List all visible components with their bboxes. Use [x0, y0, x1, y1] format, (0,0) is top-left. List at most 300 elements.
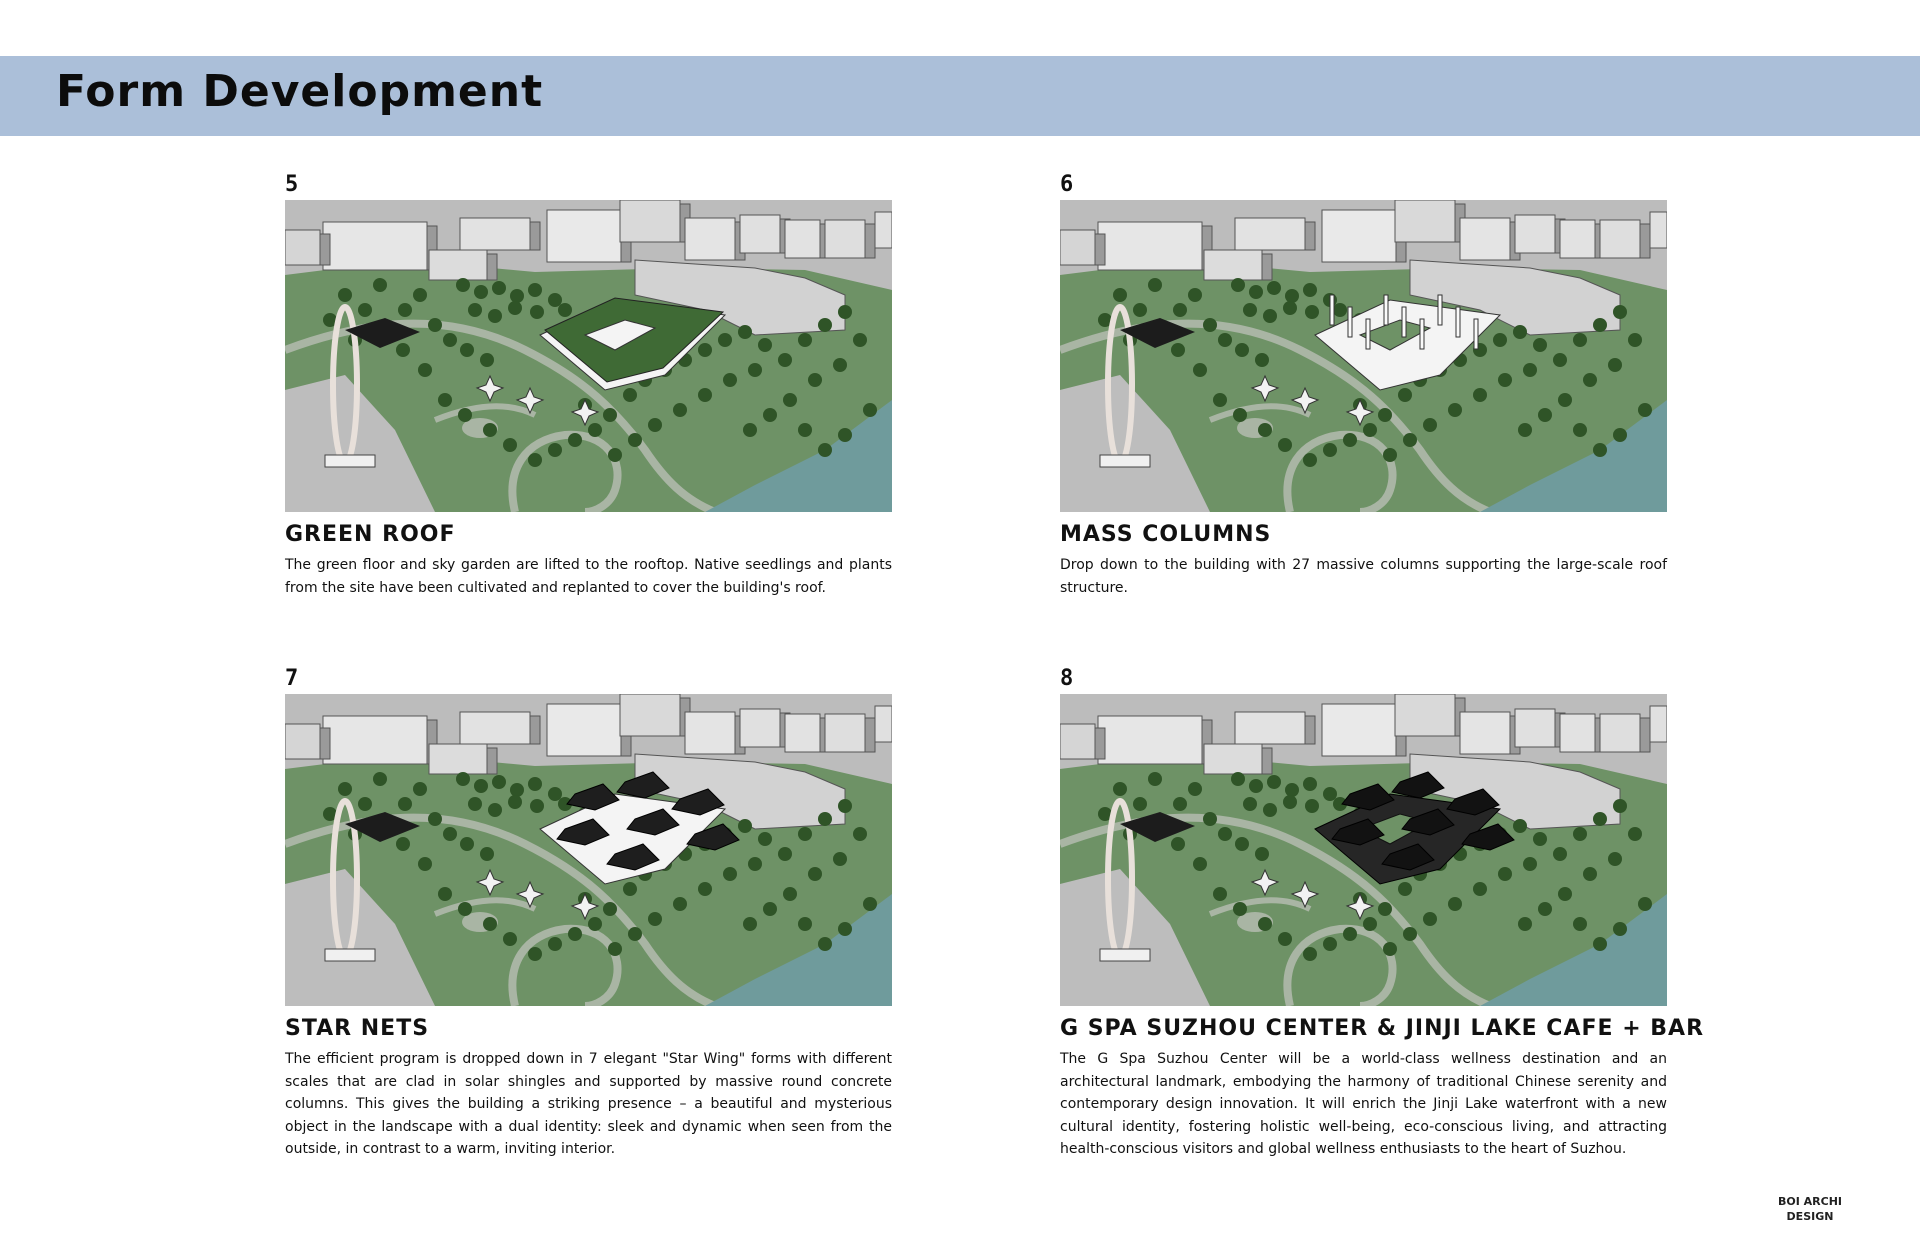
tree	[748, 857, 762, 871]
tree	[510, 289, 524, 303]
tree	[358, 797, 372, 811]
tree	[1213, 393, 1227, 407]
tree	[1148, 772, 1162, 786]
city-building	[1560, 714, 1595, 752]
tree	[1638, 897, 1652, 911]
tree	[1255, 847, 1269, 861]
tree	[568, 927, 582, 941]
ferris-wheel-base	[1100, 455, 1150, 467]
tree	[1285, 783, 1299, 797]
tree	[373, 278, 387, 292]
tree	[1188, 782, 1202, 796]
tree	[530, 799, 544, 813]
mass-column	[1348, 307, 1352, 337]
city-building	[1204, 744, 1262, 774]
city-building	[1460, 712, 1510, 754]
tree	[698, 343, 712, 357]
tree	[1403, 433, 1417, 447]
building-shadow-side	[865, 718, 875, 752]
tree	[1423, 912, 1437, 926]
mass-column	[1438, 295, 1442, 325]
tree	[1255, 353, 1269, 367]
tree	[1305, 305, 1319, 319]
tree	[1383, 448, 1397, 462]
building-shadow-side	[530, 222, 540, 250]
tree	[510, 783, 524, 797]
tree	[1323, 937, 1337, 951]
tree	[528, 777, 542, 791]
logo-line: BOI ARCHI	[1777, 1195, 1842, 1208]
building-shadow-side	[1095, 234, 1105, 265]
tree	[818, 812, 832, 826]
city-building	[285, 230, 320, 265]
tree	[758, 338, 772, 352]
tree	[738, 325, 752, 339]
city-building	[460, 712, 530, 744]
tree	[338, 782, 352, 796]
ferris-wheel-base	[1100, 949, 1150, 961]
city-building	[740, 215, 780, 253]
tree	[1613, 428, 1627, 442]
tree	[608, 942, 622, 956]
tree	[588, 917, 602, 931]
panel-number: 7	[285, 666, 299, 691]
tree	[460, 343, 474, 357]
tree	[748, 363, 762, 377]
tree	[628, 927, 642, 941]
tree	[1113, 782, 1127, 796]
city-building	[1322, 210, 1396, 262]
tree	[528, 283, 542, 297]
tree	[698, 388, 712, 402]
tree	[1303, 283, 1317, 297]
tree	[1305, 799, 1319, 813]
building-shadow-side	[1262, 748, 1272, 774]
tree	[783, 393, 797, 407]
tree	[456, 278, 470, 292]
city-building	[1060, 724, 1095, 759]
tree	[1523, 363, 1537, 377]
tree	[1493, 333, 1507, 347]
tree	[838, 799, 852, 813]
tree	[428, 812, 442, 826]
tree	[460, 837, 474, 851]
tree	[1523, 857, 1537, 871]
tree	[1538, 902, 1552, 916]
ferris-wheel-base	[325, 455, 375, 467]
city-building	[1460, 218, 1510, 260]
tree	[738, 819, 752, 833]
tree	[698, 882, 712, 896]
city-building	[1515, 215, 1555, 253]
tree	[1573, 827, 1587, 841]
tree	[1333, 303, 1347, 317]
tree	[1233, 408, 1247, 422]
tree	[358, 303, 372, 317]
tree	[492, 775, 506, 789]
tree	[1513, 325, 1527, 339]
tree	[1533, 338, 1547, 352]
tree	[623, 882, 637, 896]
tree	[1553, 353, 1567, 367]
city-building	[323, 222, 427, 270]
tree	[398, 797, 412, 811]
tree	[338, 288, 352, 302]
tree	[833, 852, 847, 866]
tree	[1249, 779, 1263, 793]
firm-logo	[1760, 1194, 1860, 1224]
tree	[480, 353, 494, 367]
city-building	[1204, 250, 1262, 280]
tree	[458, 408, 472, 422]
tree	[1193, 363, 1207, 377]
panel-number: 6	[1060, 172, 1074, 197]
tree	[723, 867, 737, 881]
tree	[458, 902, 472, 916]
site-render-svg	[285, 694, 892, 1006]
mass-column	[1420, 319, 1424, 349]
city-building	[875, 212, 892, 248]
tree	[1233, 902, 1247, 916]
tree	[838, 428, 852, 442]
tree	[1218, 333, 1232, 347]
city-building	[1235, 712, 1305, 744]
tree	[508, 301, 522, 315]
tree	[723, 373, 737, 387]
panel-title: G SPA SUZHOU CENTER & JINJI LAKE CAFE + BAR	[1060, 1016, 1705, 1041]
mass-column	[1456, 307, 1460, 337]
panel-number: 5	[285, 172, 299, 197]
tree	[1278, 438, 1292, 452]
tree	[508, 795, 522, 809]
building-shadow-side	[487, 748, 497, 774]
city-building	[685, 218, 735, 260]
tree	[1303, 947, 1317, 961]
tree	[488, 309, 502, 323]
mass-column	[1330, 295, 1334, 325]
city-building	[1650, 706, 1667, 742]
tree	[1213, 887, 1227, 901]
tree	[1593, 443, 1607, 457]
tree	[1513, 819, 1527, 833]
tree	[1608, 852, 1622, 866]
tree	[798, 423, 812, 437]
tree	[568, 433, 582, 447]
tree	[818, 443, 832, 457]
tree	[1403, 927, 1417, 941]
tree	[1583, 373, 1597, 387]
tree	[603, 408, 617, 422]
tree	[1243, 303, 1257, 317]
tree	[413, 288, 427, 302]
tree	[798, 827, 812, 841]
tree	[483, 423, 497, 437]
tree	[558, 303, 572, 317]
tree	[1498, 867, 1512, 881]
tree	[863, 403, 877, 417]
tree	[1148, 278, 1162, 292]
tree	[1133, 303, 1147, 317]
building-shadow-side	[1640, 224, 1650, 258]
tree	[1133, 797, 1147, 811]
tree	[783, 887, 797, 901]
tree	[1448, 403, 1462, 417]
tree	[1613, 305, 1627, 319]
tree	[1173, 797, 1187, 811]
tree	[528, 947, 542, 961]
city-building	[547, 704, 621, 756]
tree	[808, 373, 822, 387]
tree	[798, 917, 812, 931]
mass-column	[1366, 319, 1370, 349]
tree	[1283, 795, 1297, 809]
tree	[673, 403, 687, 417]
tree	[778, 353, 792, 367]
logo-line: DESIGN	[1786, 1210, 1834, 1223]
tree	[413, 782, 427, 796]
tree	[1343, 433, 1357, 447]
building-shadow-side	[1262, 254, 1272, 280]
tree	[1518, 423, 1532, 437]
tree	[474, 285, 488, 299]
tree	[1343, 927, 1357, 941]
mass-column	[1402, 307, 1406, 337]
tree	[396, 837, 410, 851]
building-shadow-side	[487, 254, 497, 280]
site-render-svg	[285, 200, 892, 512]
tree	[1638, 403, 1652, 417]
city-building	[429, 744, 487, 774]
tree	[418, 857, 432, 871]
city-building	[685, 712, 735, 754]
city-building	[1395, 694, 1455, 736]
building-shadow-side	[320, 234, 330, 265]
tree	[648, 912, 662, 926]
city-building	[323, 716, 427, 764]
tree	[1278, 932, 1292, 946]
tree	[743, 423, 757, 437]
tree	[1383, 942, 1397, 956]
tree	[1473, 882, 1487, 896]
tree	[1473, 388, 1487, 402]
city-building	[1600, 220, 1640, 258]
city-building	[1650, 212, 1667, 248]
tree	[1628, 827, 1642, 841]
tree	[1203, 318, 1217, 332]
tree	[673, 897, 687, 911]
tree	[1218, 827, 1232, 841]
tree	[1285, 289, 1299, 303]
tree	[548, 787, 562, 801]
tree	[1263, 803, 1277, 817]
city-building	[429, 250, 487, 280]
city-building	[1098, 716, 1202, 764]
tree	[838, 305, 852, 319]
site-render-image	[285, 200, 892, 512]
tree	[1378, 408, 1392, 422]
site-render-image	[1060, 694, 1667, 1006]
city-building	[285, 724, 320, 759]
tree	[863, 897, 877, 911]
tree	[492, 281, 506, 295]
tree	[1267, 775, 1281, 789]
tree	[588, 423, 602, 437]
tree	[528, 453, 542, 467]
tree	[396, 343, 410, 357]
tree	[853, 827, 867, 841]
panel-description: Drop down to the building with 27 massive columns supporting the large-scale roof structure.	[1060, 557, 1667, 596]
site-render-image	[285, 694, 892, 1006]
panel-title: MASS COLUMNS	[1060, 522, 1272, 547]
tree	[1398, 388, 1412, 402]
city-building	[1515, 709, 1555, 747]
ferris-wheel-base	[325, 949, 375, 961]
tree	[1258, 917, 1272, 931]
tree	[1188, 288, 1202, 302]
tree	[608, 448, 622, 462]
tree	[603, 902, 617, 916]
tree	[1258, 423, 1272, 437]
tree	[623, 388, 637, 402]
tree	[1553, 847, 1567, 861]
city-building	[1560, 220, 1595, 258]
tree	[1113, 288, 1127, 302]
tree	[438, 887, 452, 901]
tree	[1593, 812, 1607, 826]
city-building	[620, 694, 680, 736]
building-shadow-side	[1640, 718, 1650, 752]
city-building	[1235, 218, 1305, 250]
tree	[818, 937, 832, 951]
city-building	[1322, 704, 1396, 756]
tree	[1363, 917, 1377, 931]
city-building	[875, 706, 892, 742]
tree	[1231, 772, 1245, 786]
tree	[1243, 797, 1257, 811]
panel-description: The efficient program is dropped down in 7 elegant "Star Wing" forms with different scales that are clad in solar shingles and supported by massive round concrete columns. This gives the building a striking presence – a beautiful and mysterious object in the landscape with a dual identity: sleek and dynamic when seen from the outside, in contrast to a warm, inviting interior.	[285, 1051, 892, 1158]
tree	[1249, 285, 1263, 299]
tree	[1593, 937, 1607, 951]
city-building	[825, 220, 865, 258]
city-building	[740, 709, 780, 747]
site-render-svg	[1060, 200, 1667, 512]
tree	[1203, 812, 1217, 826]
city-building	[785, 714, 820, 752]
tree	[456, 772, 470, 786]
building-shadow-side	[530, 716, 540, 744]
building-shadow-side	[1305, 222, 1315, 250]
tree	[503, 438, 517, 452]
tree	[474, 779, 488, 793]
tree	[443, 333, 457, 347]
tree	[1573, 917, 1587, 931]
tree	[628, 433, 642, 447]
panel-number: 8	[1060, 666, 1074, 691]
city-building	[1060, 230, 1095, 265]
tree	[1323, 787, 1337, 801]
tree	[1303, 777, 1317, 791]
tree	[838, 922, 852, 936]
tree	[398, 303, 412, 317]
tree	[1193, 857, 1207, 871]
tree	[1235, 837, 1249, 851]
city-building	[620, 200, 680, 242]
tree	[428, 318, 442, 332]
tree	[1263, 309, 1277, 323]
page-title: Form Development	[56, 66, 544, 117]
tree	[1558, 393, 1572, 407]
tree	[1378, 902, 1392, 916]
panel-description: The G Spa Suzhou Center will be a world-class wellness destination and an architectural landmark, embodying the harmony of traditional Chinese serenity and contemporary design innovation. It will enrich the Jinji Lake waterfront with a new cultural identity, fostering holistic well-being, eco-conscious living, and attracting health-conscious visitors and global wellness enthusiasts to the heart of Suzhou.	[1060, 1051, 1667, 1158]
tree	[808, 867, 822, 881]
tree	[548, 937, 562, 951]
tree	[818, 318, 832, 332]
site-render-image	[1060, 200, 1667, 512]
city-building	[1600, 714, 1640, 752]
tree	[1533, 832, 1547, 846]
tree	[778, 847, 792, 861]
tree	[480, 847, 494, 861]
tree	[1171, 837, 1185, 851]
tree	[1613, 922, 1627, 936]
tree	[373, 772, 387, 786]
tree	[530, 305, 544, 319]
tree	[1398, 882, 1412, 896]
tree	[483, 917, 497, 931]
tree	[548, 443, 562, 457]
tree	[548, 293, 562, 307]
building-shadow-side	[1305, 716, 1315, 744]
tree	[798, 333, 812, 347]
tree	[1593, 318, 1607, 332]
tree	[438, 393, 452, 407]
tree	[503, 932, 517, 946]
tree	[1583, 867, 1597, 881]
tree	[758, 832, 772, 846]
city-building	[1395, 200, 1455, 242]
tree	[1498, 373, 1512, 387]
tree	[443, 827, 457, 841]
tree	[1573, 423, 1587, 437]
building-shadow-side	[320, 728, 330, 759]
tree	[1283, 301, 1297, 315]
panel-title: GREEN ROOF	[285, 522, 456, 547]
tree	[1231, 278, 1245, 292]
tree	[418, 363, 432, 377]
tree	[1518, 917, 1532, 931]
city-building	[825, 714, 865, 752]
tree	[718, 333, 732, 347]
tree	[1558, 887, 1572, 901]
tree	[1267, 281, 1281, 295]
city-building	[547, 210, 621, 262]
tree	[1573, 333, 1587, 347]
tree	[1423, 418, 1437, 432]
building-shadow-side	[865, 224, 875, 258]
site-render-svg	[1060, 694, 1667, 1006]
panel-title: STAR NETS	[285, 1016, 430, 1041]
city-building	[460, 218, 530, 250]
tree	[488, 803, 502, 817]
city-building	[785, 220, 820, 258]
tree	[1538, 408, 1552, 422]
tree	[763, 902, 777, 916]
tree	[468, 303, 482, 317]
tree	[1608, 358, 1622, 372]
panel-description: The green floor and sky garden are lifted to the rooftop. Native seedlings and plants from the site have been cultivated and replanted to cover the building's roof.	[285, 557, 892, 596]
tree	[1173, 303, 1187, 317]
tree	[743, 917, 757, 931]
